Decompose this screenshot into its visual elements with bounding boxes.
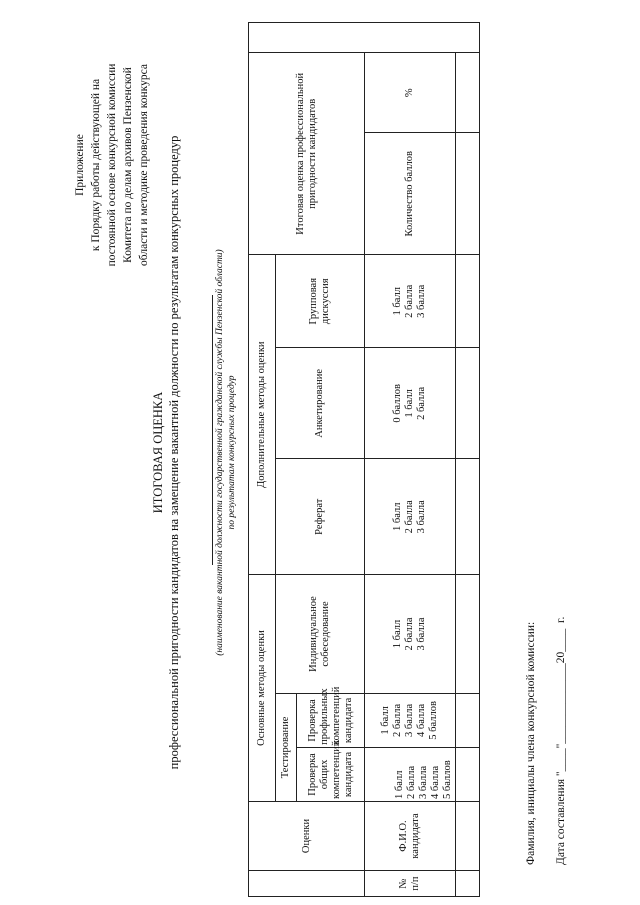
scale-general: 1 балл 2 балла 3 балла 4 балла 5 баллов bbox=[365, 747, 456, 801]
blank-column bbox=[249, 23, 480, 53]
year-suffix: г. bbox=[555, 616, 567, 623]
header-interview: Индивидуальное собеседование bbox=[275, 575, 364, 694]
scale-group-discussion: 1 балл 2 балла 3 балла bbox=[365, 255, 456, 348]
candidate-name-label: Ф.И.О. кандидата bbox=[365, 801, 456, 870]
empty-cell bbox=[455, 801, 479, 870]
header-total: Итоговая оценка профессиональной пригодности кандидатов bbox=[249, 53, 365, 255]
header-basic-methods: Основные методы оценки bbox=[249, 575, 276, 802]
empty-cell bbox=[455, 53, 479, 133]
date-quote: " bbox=[555, 743, 567, 749]
annex-line: области и методике проведения конкурса bbox=[138, 64, 150, 266]
empty-cell bbox=[455, 747, 479, 801]
header-essay: Реферат bbox=[275, 459, 364, 575]
date-label: Дата составления " bbox=[555, 771, 567, 865]
header-scores: Оценки bbox=[249, 801, 365, 870]
date-line: Дата составления "____"______________20____ г. bbox=[555, 616, 567, 865]
vacancy-caption-line: по результатам конкурсных процедур bbox=[227, 375, 237, 530]
header-survey: Анкетирование bbox=[275, 348, 364, 459]
header-group-discussion: Групповая дискуссия bbox=[275, 255, 364, 348]
vacancy-caption bbox=[214, 0, 238, 905]
empty-cell bbox=[455, 871, 479, 897]
points-count-label: Количество баллов bbox=[365, 133, 456, 255]
percent-label: % bbox=[365, 53, 456, 133]
header-general-competence: Проверка общих компетенций кандидата bbox=[297, 747, 365, 801]
annex-header bbox=[72, 25, 152, 305]
document-title: ИТОГОВАЯ ОЦЕНКА bbox=[151, 391, 165, 514]
assessment-table bbox=[248, 22, 480, 897]
signature-label: Фамилия, инициалы члена конкурсной комиссии: bbox=[525, 621, 537, 865]
vacancy-caption-line: (наименование вакантной должности государственной гражданской службы Пензенской области) bbox=[215, 249, 225, 656]
vacancy-blank-line bbox=[212, 295, 213, 565]
annex-line: к Порядку работы действующей на bbox=[90, 78, 102, 252]
header-testing: Тестирование bbox=[275, 693, 296, 801]
header-additional-methods: Дополнительные методы оценки bbox=[249, 255, 276, 575]
scale-survey: 0 баллов 1 балл 2 балла bbox=[365, 348, 456, 459]
annex-line: Комитета по делам архивов Пензенской bbox=[122, 67, 134, 263]
empty-cell bbox=[455, 693, 479, 747]
empty-cell bbox=[455, 459, 479, 575]
header-cell bbox=[249, 871, 365, 897]
header-profile-competence: Проверка профильных компетенций кандидата bbox=[297, 693, 365, 747]
annex-line: Приложение bbox=[74, 134, 86, 196]
annex-line: постоянной основе конкурсной комиссии bbox=[106, 63, 118, 267]
year-prefix: 20 bbox=[555, 651, 567, 664]
empty-cell bbox=[455, 133, 479, 255]
empty-cell bbox=[455, 255, 479, 348]
scale-interview: 1 балл 2 балла 3 балла bbox=[365, 575, 456, 694]
row-number-label: № п/п bbox=[365, 871, 456, 897]
scale-profile: 1 балл 2 балла 3 балла 4 балла 5 баллов bbox=[365, 693, 456, 747]
document-subtitle: профессиональной пригодности кандидатов на замещение вакантной должности по результатам конкурсных процедур bbox=[167, 135, 181, 770]
empty-cell bbox=[455, 575, 479, 694]
scale-essay: 1 балл 2 балла 3 балла bbox=[365, 459, 456, 575]
empty-cell bbox=[455, 348, 479, 459]
